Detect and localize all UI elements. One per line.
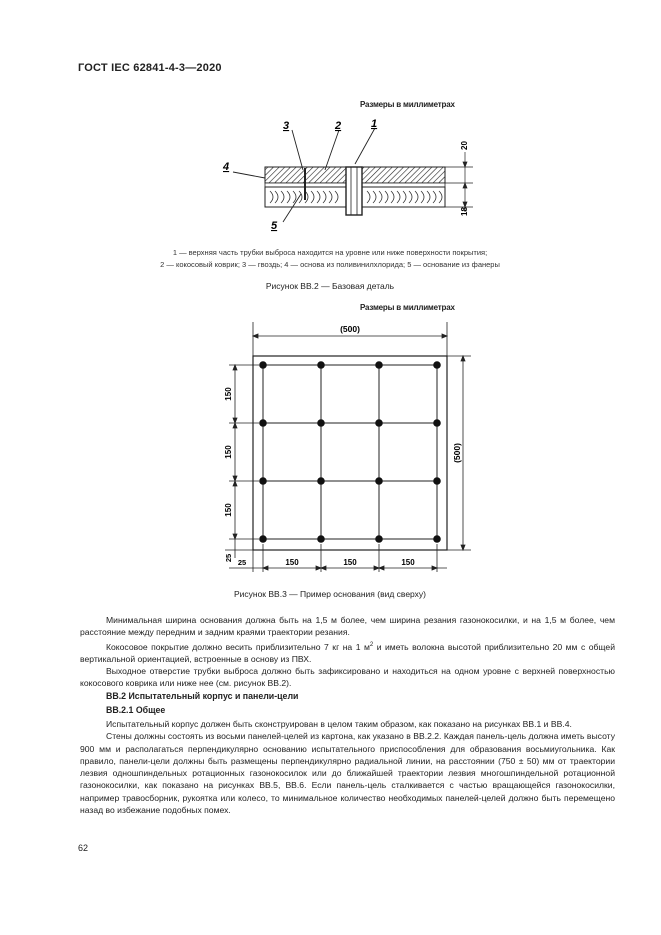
paragraph-base-width: Минимальная ширина основания должна быть на 1,5 м более, чем ширина резания газонокосилки, и на 1,5 м более, чем расстояние между передним и задним краями траектории резания. [80,615,615,638]
callout-4: 4 [223,161,230,173]
paragraph-coir-weight: Кокосовое покрытие должно весить приблизительно 7 кг на 1 $м^2$ и иметь волокна высотой приблизительно 20 мм с общей вертикальной ориентацией, встроенные в основу из ПВХ. [80,641,615,664]
paragraph-walls: Стены должны состоять из восьми панелей-целей из картона, как указано в ВВ.2.2. Каждая панель-цель должна иметь высоту 900 мм и располагаться перпендикулярно основанию испытательного приспособления для образования восьмиугольника. Как правило, панели-цели должны быть размещены перпендикулярно радиальной линии, на расстоянии (750 ± 50) мм от траектории лезвия одношпиндельных ротационных газонокосилок или до ближайшей траектории лезвия многошпиндельной ротационной газонокосилки, как показано на рисунках ВВ.5, ВВ.6. Если панель-цель сталкивается с частью вращающейся газонокосилки, например травосборник, рукоятка или колесо, то минимальное количество необходимых панелей-целей должно быть перемещено назад во избежание подобных помех. [80,731,615,816]
base-outline [253,356,447,550]
discharge-tube [346,167,362,215]
paragraph-test-enclosure: Испытательный корпус должен быть сконструирован в целом таким образом, как показано на рисунках ВВ.1 и ВВ.4. [106,719,572,729]
callout-3: 3 [283,120,290,132]
section-heading-bb21: ВВ.2.1 Общее [106,705,166,715]
bottom-dim-4: 150 [401,558,415,567]
figure-bb2-caption: Рисунок ВВ.2 — Базовая деталь [265,281,395,291]
callout-1: 1 [371,118,378,130]
left-dim-1: 150 [224,387,233,401]
figure-bb3-caption: Рисунок ВВ.3 — Пример основания (вид сверху) [233,589,427,599]
bottom-dim-3: 150 [343,558,357,567]
section-heading-bb2: ВВ.2 Испытательный корпус и панели-цели [106,691,299,701]
left-dim-4: 25 [224,553,233,563]
page-number: 62 [78,843,89,853]
legend-line-2: 2 — кокосовый коврик; 3 — гвоздь; 4 — основа из поливинилхлорида; 5 — основание из фанеры [160,260,500,269]
callout-5: 5 [271,220,278,232]
dim-20: 20 [460,141,469,150]
figure-bb3-units-note: Размеры в миллиметрах [360,303,455,312]
body-text-block-1 [80,614,615,690]
figure-bb2-drawing [215,112,485,242]
paragraph-discharge-outlet: Выходное отверстие трубки выброса должно быть зафиксировано и находиться на одном уровне с верхней поверхностью кокосового коврика или ниже нее (см. рисунок ВВ.2). [80,666,615,689]
bottom-dim-1: 25 [237,558,247,567]
right-dim-label: (500) [452,443,462,463]
body-text-block-2 [80,718,615,816]
bottom-dim-2: 150 [285,558,299,567]
figure-bb2-units-note: Размеры в миллиметрах [360,100,455,109]
figure-bb3-drawing [215,318,475,578]
dim-18: 18 [460,207,469,216]
top-dim-label: (500) [340,324,360,334]
standard-header: ГОСТ IEC 62841-4-3—2020 [78,62,222,74]
callout-2: 2 [335,120,342,132]
figure-bb2-legend [120,247,540,271]
left-dim-2: 150 [224,445,233,459]
left-dim-3: 150 [224,503,233,517]
legend-line-1: 1 — верхняя часть трубки выброса находится на уровне или ниже поверхности покрытия; [172,248,488,257]
